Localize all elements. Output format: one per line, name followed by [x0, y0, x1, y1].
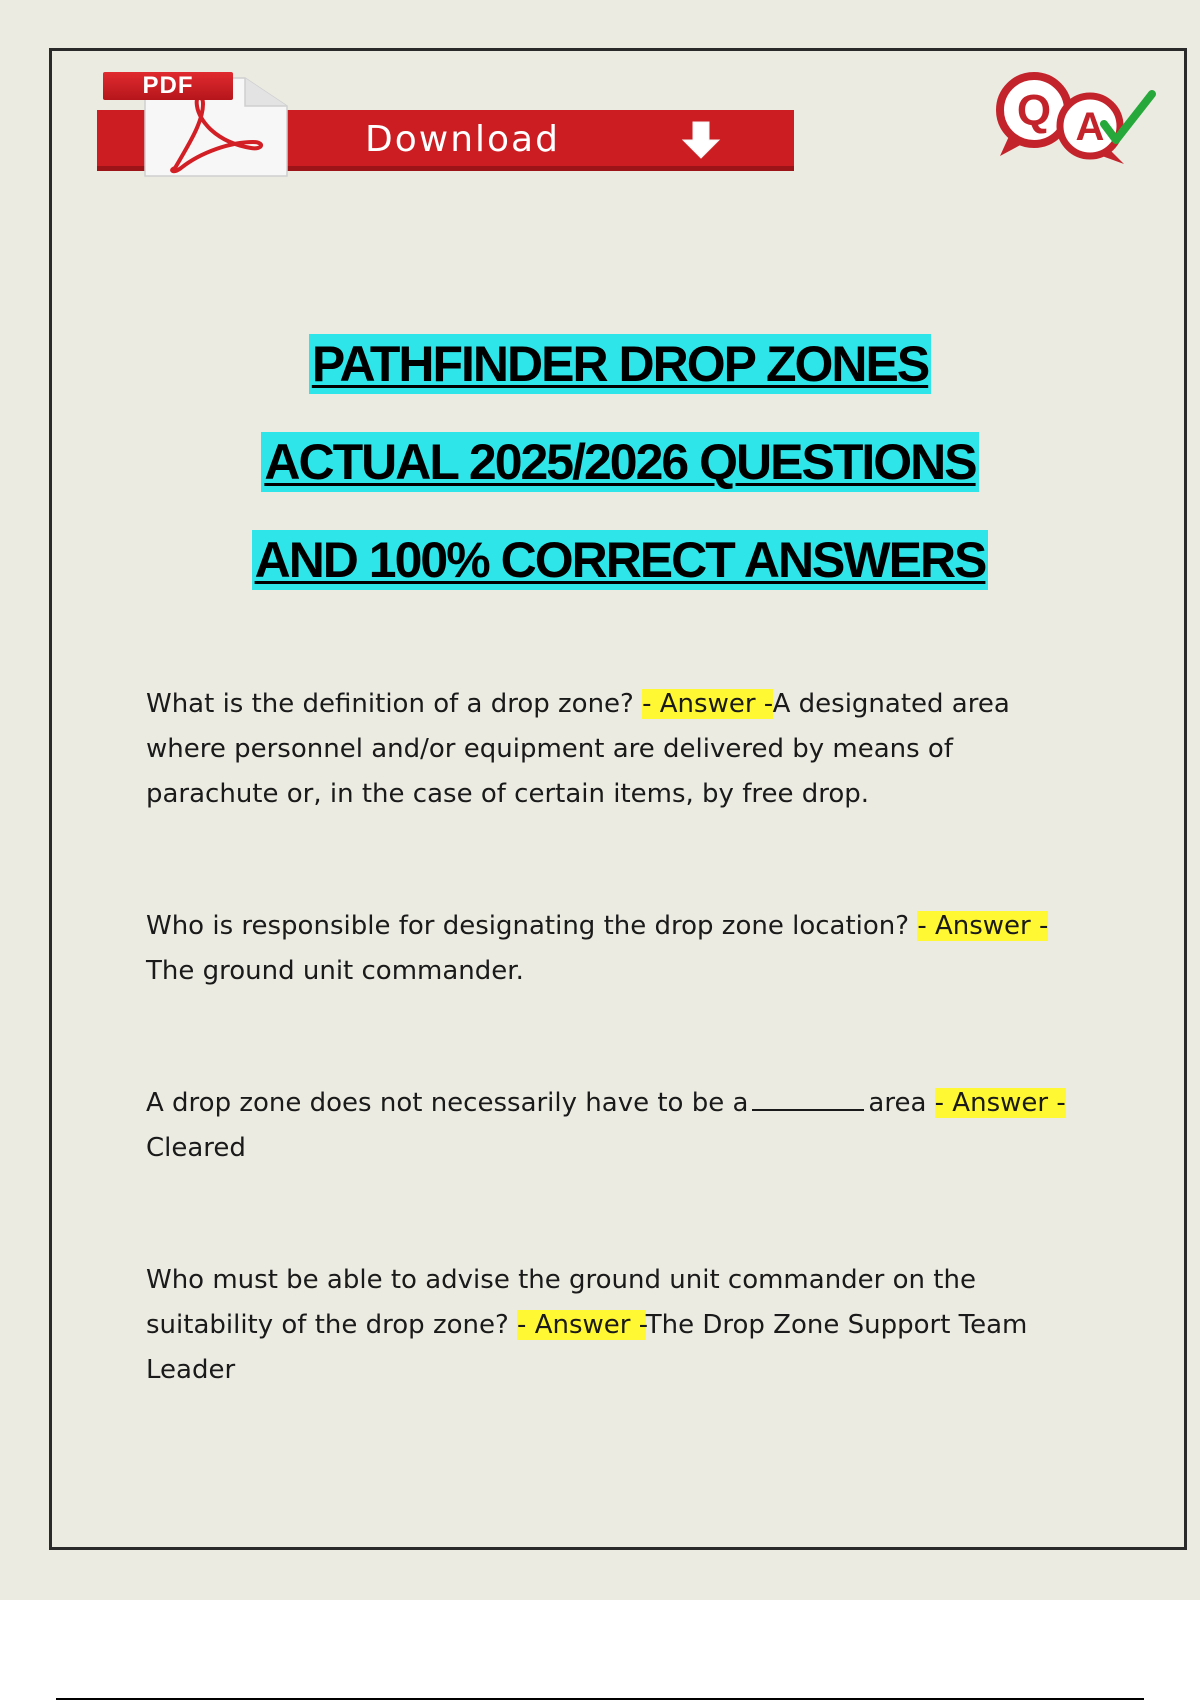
- fill-in-blank: [752, 1083, 864, 1111]
- qa-logo-q: Q: [1016, 86, 1052, 135]
- pdf-tag: [103, 72, 233, 100]
- title-line: ACTUAL 2025/2026 QUESTIONS: [0, 413, 1200, 511]
- answer-marker: - Answer -: [917, 911, 1049, 941]
- qa-item: [146, 904, 1086, 994]
- download-label[interactable]: Download: [365, 119, 560, 160]
- question-text: A drop zone does not necessarily have to be a: [146, 1088, 749, 1118]
- title-line: AND 100% CORRECT ANSWERS: [0, 511, 1200, 609]
- pdf-label: PDF: [142, 72, 194, 99]
- question-text: What is the definition of a drop zone?: [146, 689, 643, 719]
- answer-text: The ground unit commander.: [146, 956, 524, 986]
- document-title: [0, 315, 1200, 609]
- qa-item: [146, 1258, 1086, 1393]
- qa-item: [146, 682, 1086, 817]
- title-line: PATHFINDER DROP ZONES: [0, 315, 1200, 413]
- answer-marker: - Answer -: [517, 1310, 646, 1340]
- answer-text: The Drop Zone Support Team Leader: [146, 1310, 1028, 1385]
- question-text-after: area: [868, 1088, 935, 1118]
- question-text: Who is responsible for designating the drop zone location?: [146, 911, 918, 941]
- qa-check-icon: [990, 70, 1160, 170]
- pdf-download-banner[interactable]: [97, 70, 794, 170]
- answer-text: A designated area where personnel and/or equipment are delivered by means of parachute or, in the case of certain items, by free drop.: [146, 689, 1010, 809]
- answer-text: Cleared: [146, 1133, 246, 1163]
- download-arrow-icon[interactable]: [679, 118, 723, 162]
- qa-logo-a: A: [1075, 105, 1105, 149]
- qa-item: [146, 1081, 1086, 1171]
- answer-marker: - Answer -: [642, 689, 773, 719]
- question-text: Who must be able to advise the ground unit commander on the suitability of the drop zone?: [146, 1265, 976, 1340]
- answer-marker: - Answer -: [934, 1088, 1066, 1118]
